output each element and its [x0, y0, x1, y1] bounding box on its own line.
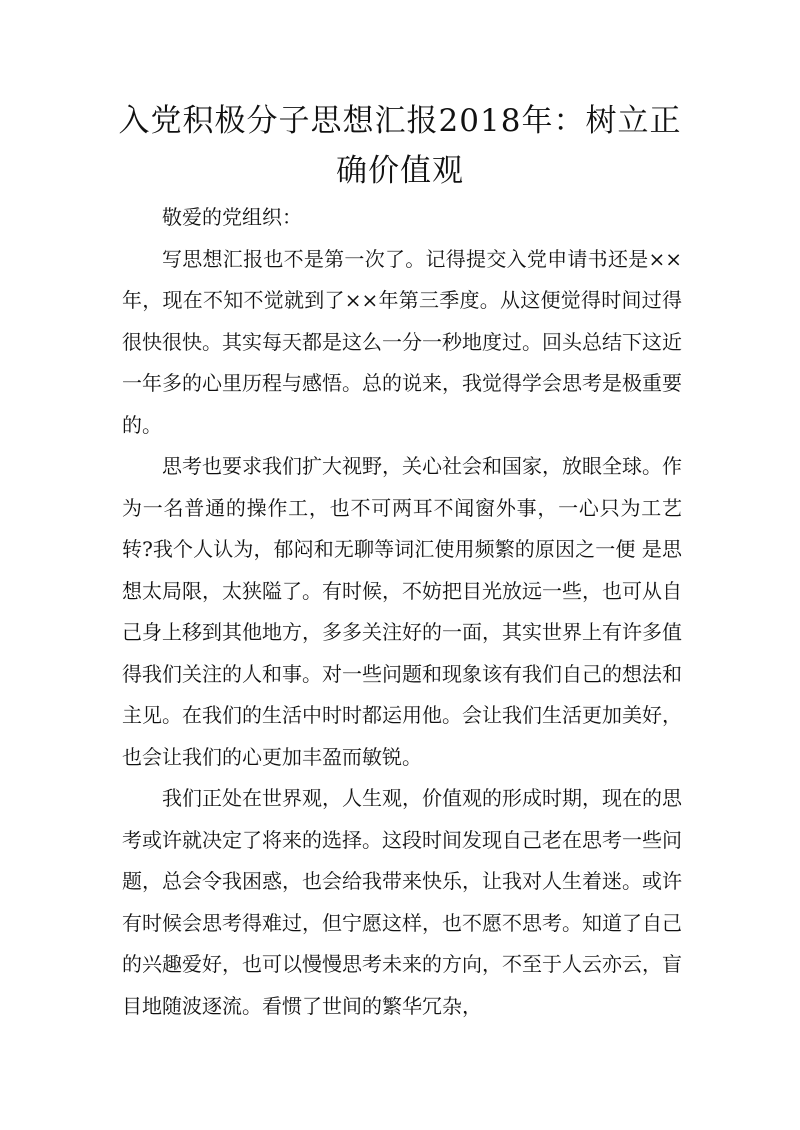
paragraph-2: 思考也要求我们扩大视野，关心社会和国家，放眼全球。作为一名普通的操作工，也不可两耳不闻窗外事，一心只为工艺转?我个人认为，郁闷和无聊等词汇使用频繁的原因之一便 是思想太局限，太狭隘了。有时候，不妨把目光放远一些，也可从自己身上移到其他地方，多多关注好的一面，其实世界上有许多值得我们关注的人和事。对一些问题和现象该有我们自己的想法和主见。在我们的生活中时时都运用他。会让我们生活更加美好，也会让我们的心更加丰盈而敏锐。 [122, 454, 682, 769]
document-body [122, 197, 682, 1027]
document-title: 入党积极分子思想汇报2018年：树立正确价值观 [118, 103, 682, 189]
paragraph-1: 写思想汇报也不是第一次了。记得提交入党申请书还是××年，现在不知不觉就到了××年第三季度。从这便觉得时间过得很快很快。其实每天都是这么一分一秒地度过。回头总结下这近一年多的心里历程与感悟。总的说来，我觉得学会思考是极重要的。 [122, 246, 682, 437]
salutation: 敬爱的党组织： [162, 205, 302, 229]
paragraph-3: 我们正处在世界观，人生观，价值观的形成时期，现在的思考或许就决定了将来的选择。这段时间发现自己老在思考一些问题，总会令我困惑，也会给我带来快乐，让我对人生着迷。或许有时候会思考得难过，但宁愿这样，也不愿不思考。知道了自己的兴趣爱好，也可以慢慢思考未来的方向，不至于人云亦云，盲目地随波逐流。看惯了世间的繁华冗杂， [122, 786, 682, 1018]
